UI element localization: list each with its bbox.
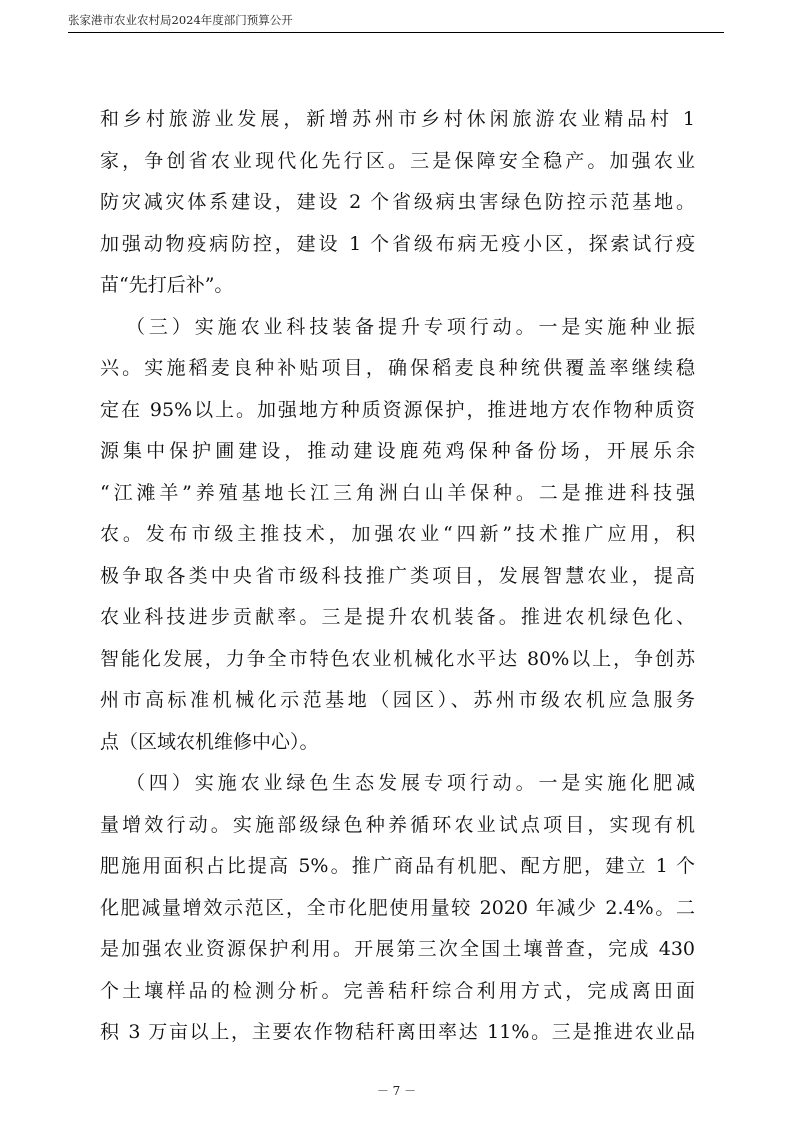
text-line: 州市高标准机械化示范基地（园区）、苏州市级农机应急服务 xyxy=(100,689,695,711)
text-line: 化肥减量增效示范区，全市化肥使用量较 2020 年减少 2.4%。二 xyxy=(100,896,695,919)
text-line: 量增效行动。实施部级绿色种养循环农业试点项目，实现有机 xyxy=(100,813,695,836)
text-line: （三）实施农业科技装备提升专项行动。一是实施种业振 xyxy=(126,315,695,338)
text-line: 个土壤样品的检测分析。完善秸秆综合利用方式，完成离田面 xyxy=(100,979,695,1002)
text-line: 点（区域农机维修中心）。 xyxy=(100,730,319,753)
text-line: 农。发布市级主推技术，加强农业“四新”技术推广应用，积 xyxy=(100,523,695,545)
text-line: 源集中保护圃建设，推动建设鹿苑鸡保种备份场，开展乐余 xyxy=(100,440,695,462)
text-line: 家，争创省农业现代化先行区。三是保障安全稳产。加强农业 xyxy=(100,149,695,172)
body-text xyxy=(100,99,695,1054)
text-line: （四）实施农业绿色生态发展专项行动。一是实施化肥减 xyxy=(126,772,695,794)
text-line: 积 3 万亩以上，主要农作物秸秆离田率达 11%。三是推进农业品 xyxy=(100,1021,695,1043)
text-line: “江滩羊”养殖基地长江三角洲白山羊保种。二是推进科技强 xyxy=(100,481,695,504)
text-line: 极争取各类中央省市级科技推广类项目，发展智慧农业，提高 xyxy=(100,564,695,587)
header-title: 张家港市农业农村局2024年度部门预算公开 xyxy=(68,13,293,27)
text-line: 加强动物疫病防控，建设 1 个省级布病无疫小区，探索试行疫 xyxy=(100,232,695,255)
text-line: 肥施用面积占比提高 5%。推广商品有机肥、配方肥，建立 1 个 xyxy=(100,855,695,877)
text-line: 定在 95%以上。加强地方种质资源保护，推进地方农作物种质资 xyxy=(100,398,695,421)
page-header xyxy=(68,10,724,33)
text-line: 和乡村旅游业发展，新增苏州市乡村休闲旅游农业精品村 1 xyxy=(100,108,695,130)
text-line: 是加强农业资源保护利用。开展第三次全国土壤普查，完成 430 xyxy=(100,938,695,960)
text-line: 苗“先打后补”。 xyxy=(100,274,234,296)
text-line: 智能化发展，力争全市特色农业机械化水平达 80%以上，争创苏 xyxy=(100,647,695,670)
text-line: 防灾减灾体系建设，建设 2 个省级病虫害绿色防控示范基地。 xyxy=(100,191,695,213)
text-line: 兴。实施稻麦良种补贴项目，确保稻麦良种统供覆盖率继续稳 xyxy=(100,357,695,379)
page-number: － 7 － xyxy=(376,1084,417,1098)
text-line: 农业科技进步贡献率。三是提升农机装备。推进农机绿色化、 xyxy=(100,606,695,628)
